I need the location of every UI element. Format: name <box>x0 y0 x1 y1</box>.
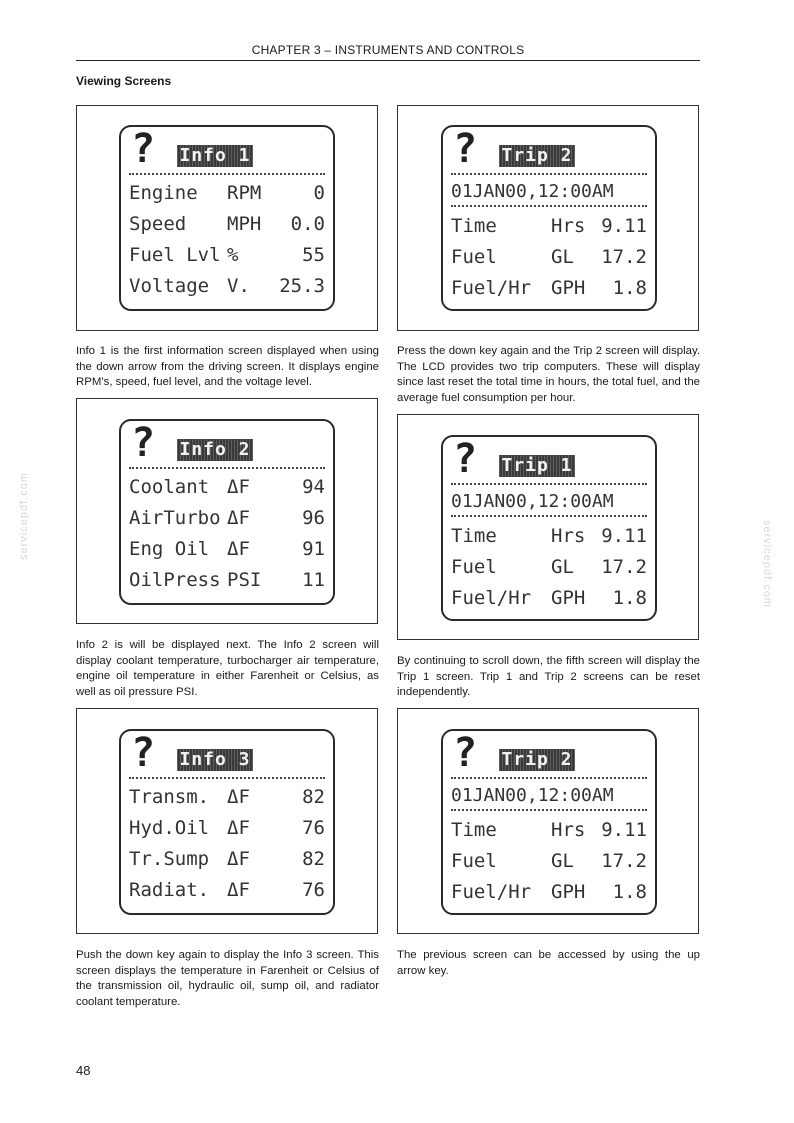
screen-title: Trip 1 <box>499 455 575 477</box>
caption-info1: Info 1 is the first information screen displayed when using the down arrow from the driving screen. It displays engine RPM’s, speed, fuel level, and the voltage level. <box>76 345 379 389</box>
lcd-row: Fuel/Hr GPH 1.8 <box>451 880 647 903</box>
lcd-row: OilPress PSI 11 <box>129 568 325 591</box>
lcd-screen-trip1 <box>441 435 657 621</box>
lcd-row: Hyd.Oil ΔF 76 <box>129 816 325 839</box>
divider <box>129 173 325 175</box>
lcd-row: Fuel Lvl % 55 <box>129 243 325 266</box>
question-mark-icon: ? <box>131 126 156 172</box>
lcd-row: Engine RPM 0 <box>129 181 325 204</box>
figure-trip1 <box>397 414 699 640</box>
caption-trip2: Press the down key again and the Trip 2 screen will display. The LCD provides two trip computers. These will display since last reset the total time in hours, the total fuel, and the average fuel consumption per hour. <box>397 345 700 404</box>
question-mark-icon: ? <box>131 730 156 776</box>
lcd-screen-info2 <box>119 419 335 605</box>
caption-trip1: By continuing to scroll down, the fifth screen will display the Trip 1 screen. Trip 1 and Trip 2 screens can be reset independently. <box>397 655 700 699</box>
lcd-row: Tr.Sump ΔF 82 <box>129 847 325 870</box>
lcd-screen-trip2 <box>441 125 657 311</box>
lcd-row: AirTurbo ΔF 96 <box>129 506 325 529</box>
chapter-header: CHAPTER 3 – INSTRUMENTS AND CONTROLS <box>76 43 700 61</box>
lcd-row: Radiat. ΔF 76 <box>129 878 325 901</box>
lcd-row: Fuel/Hr GPH 1.8 <box>451 586 647 609</box>
lcd-row: Time Hrs 9.11 <box>451 818 647 841</box>
divider <box>451 777 647 779</box>
lcd-date: 01JAN00,12:00AM <box>451 487 647 517</box>
section-title: Viewing Screens <box>76 74 172 88</box>
question-mark-icon: ? <box>453 126 478 172</box>
lcd-row: Fuel GL 17.2 <box>451 555 647 578</box>
lcd-row: Speed MPH 0.0 <box>129 212 325 235</box>
divider <box>129 777 325 779</box>
divider <box>129 467 325 469</box>
caption-trip2-repeat: The previous screen can be accessed by using the up arrow key. <box>397 949 700 977</box>
lcd-screen-info3 <box>119 729 335 915</box>
lcd-date: 01JAN00,12:00AM <box>451 781 647 811</box>
lcd-row: Transm. ΔF 82 <box>129 785 325 808</box>
figure-trip2-repeat <box>397 708 699 934</box>
question-mark-icon: ? <box>131 420 156 466</box>
lcd-row: Time Hrs 9.11 <box>451 524 647 547</box>
page-number: 48 <box>76 1063 91 1078</box>
lcd-row: Fuel GL 17.2 <box>451 245 647 268</box>
figure-info1 <box>76 105 378 331</box>
lcd-date: 01JAN00,12:00AM <box>451 177 647 207</box>
question-mark-icon: ? <box>453 436 478 482</box>
figure-info3 <box>76 708 378 934</box>
watermark-right: servicepdf.com <box>761 520 773 608</box>
screen-title: Trip 2 <box>499 145 575 167</box>
lcd-screen-info1 <box>119 125 335 311</box>
figure-trip2 <box>397 105 699 331</box>
figure-info2 <box>76 398 378 624</box>
lcd-screen-trip2-repeat <box>441 729 657 915</box>
divider <box>451 173 647 175</box>
lcd-row: Coolant ΔF 94 <box>129 475 325 498</box>
screen-title: Info 3 <box>177 749 253 771</box>
screen-title: Trip 2 <box>499 749 575 771</box>
question-mark-icon: ? <box>453 730 478 776</box>
screen-title: Info 1 <box>177 145 253 167</box>
screen-title: Info 2 <box>177 439 253 461</box>
lcd-row: Eng Oil ΔF 91 <box>129 537 325 560</box>
divider <box>451 483 647 485</box>
caption-info3: Push the down key again to display the Info 3 screen. This screen displays the temperature in Farenheit or Celsius of the transmission oil, hydraulic oil, sump oil, and radiator coolant temperature. <box>76 949 379 1008</box>
lcd-row: Fuel/Hr GPH 1.8 <box>451 276 647 299</box>
lcd-row: Fuel GL 17.2 <box>451 849 647 872</box>
lcd-row: Time Hrs 9.11 <box>451 214 647 237</box>
caption-info2: Info 2 is will be displayed next. The Info 2 screen will display coolant temperature, turbocharger air temperature, engine oil temperature in either Farenheit or Celsius, as well as oil pressure PSI. <box>76 639 379 698</box>
lcd-row: Voltage V. 25.3 <box>129 274 325 297</box>
watermark-left: servicepdf.com <box>18 472 30 560</box>
